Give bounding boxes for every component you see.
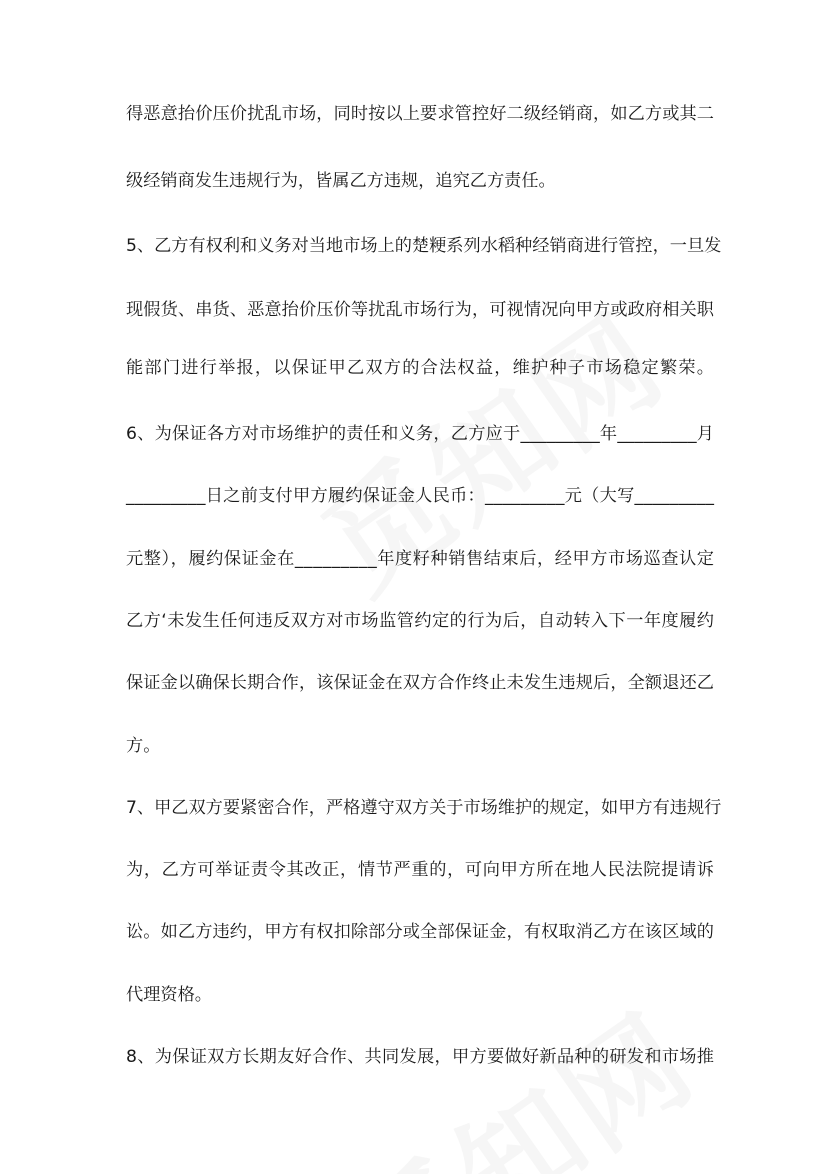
text-line: 保证金以确保长期合作，该保证金在双方合作终止未发生违规后，全额退还乙 — [126, 673, 715, 693]
text-line: 元整），履约保证金在_________年度籽种销售结束后，经甲方市场巡查认定 — [126, 549, 715, 569]
text-line: 7、甲乙双方要紧密合作，严格遵守双方关于市场维护的规定，如甲方有违规行 — [126, 798, 722, 818]
text-line: 得恶意抬价压价扰乱市场，同时按以上要求管控好二级经销商，如乙方或其二 — [126, 104, 715, 124]
text-line: 能部门进行举报，以保证甲乙双方的合法权益，维护种子市场稳定繁荣。 — [126, 358, 716, 378]
text-line: 现假货、串货、恶意抬价压价等扰乱市场行为，可视情况向甲方或政府相关职 — [126, 300, 715, 320]
text-line: 代理资格。 — [126, 985, 212, 1005]
text-line: 5、乙方有权利和义务对当地市场上的楚粳系列水稻种经销商进行管控，一旦发 — [126, 236, 722, 256]
text-line: 为，乙方可举证责令其改正，情节严重的，可向甲方所在地人民法院提请诉 — [126, 860, 715, 880]
text-line: 级经销商发生违规行为，皆属乙方违规，追究乙方责任。 — [126, 171, 556, 191]
text-line: 讼。如乙方违约，甲方有权扣除部分或全部保证金，有权取消乙方在该区域的 — [126, 922, 715, 942]
text-line: 8、为保证双方长期友好合作、共同发展，甲方要做好新品种的研发和市场推 — [126, 1047, 715, 1067]
text-line: 6、为保证各方对市场维护的责任和义务，乙方应于_________年_________月 — [126, 424, 715, 444]
text-line: 乙方‘未发生任何违反双方对市场监管约定的行为后，自动转入下一年度履约 — [126, 611, 715, 631]
text-line: _________日之前支付甲方履约保证金人民币：_________元（大写_________ — [126, 486, 715, 506]
watermark — [315, 967, 723, 1174]
text-line: 方。 — [126, 736, 161, 756]
